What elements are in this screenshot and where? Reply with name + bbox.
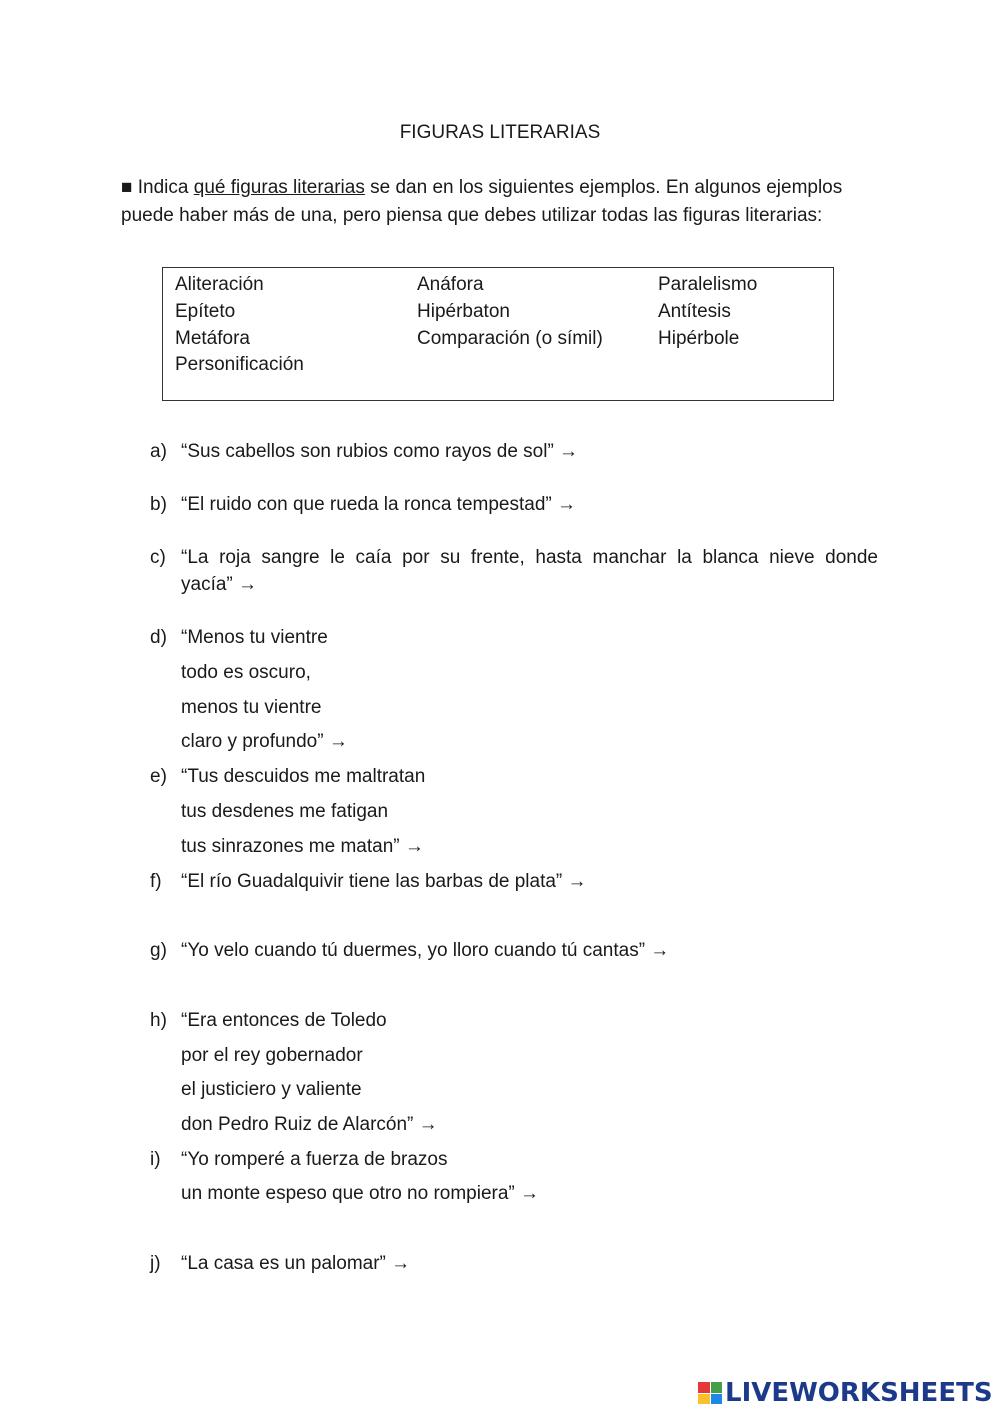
figure-epiteto: Epíteto [175, 301, 236, 322]
item-label: d) [150, 627, 167, 648]
instructions-underlined: qué figuras literarias [193, 177, 365, 198]
item-label: f) [150, 871, 162, 892]
item-text: “La roja sangre le caía por su frente, hasta manchar la blanca nieve donde [181, 547, 878, 568]
figure-anafora: Anáfora [417, 274, 484, 295]
item-text: yacía” → [181, 574, 258, 595]
bullet-icon: ■ [121, 177, 133, 198]
verse-line: “Tus descuidos me maltratan [181, 766, 426, 787]
logo-mark-icon [698, 1382, 722, 1404]
verse-line: “Era entonces de Toledo [181, 1010, 387, 1031]
verse-line: tus sinrazones me matan” → [181, 836, 424, 857]
verse-line: claro y profundo” → [181, 731, 348, 752]
item-label: h) [150, 1010, 167, 1031]
verse-line: el justiciero y valiente [181, 1079, 362, 1100]
item-text: “El ruido con que rueda la ronca tempestad” → [181, 494, 576, 515]
item-label: b) [150, 494, 167, 515]
item-text: “Sus cabellos son rubios como rayos de sol” → [181, 441, 579, 462]
logo-text: LIVEWORKSHEETS [725, 1378, 993, 1408]
figure-hiperbole: Hipérbole [658, 328, 740, 349]
item-text: “El río Guadalquivir tiene las barbas de plata” → [181, 871, 587, 892]
verse-line: un monte espeso que otro no rompiera” → [181, 1183, 540, 1204]
liveworksheets-logo [698, 1378, 993, 1408]
item-label: c) [150, 547, 166, 568]
figure-aliteracion: Aliteración [175, 274, 264, 295]
instructions-line2: puede haber más de una, pero piensa que debes utilizar todas las figuras literarias: [121, 205, 823, 226]
verse-line: “Yo romperé a fuerza de brazos [181, 1149, 448, 1170]
verse-line: don Pedro Ruiz de Alarcón” → [181, 1114, 438, 1135]
verse-line: por el rey gobernador [181, 1045, 363, 1066]
verse-line: menos tu vientre [181, 697, 322, 718]
instructions [121, 174, 881, 230]
item-label: i) [150, 1149, 161, 1170]
item-label: a) [150, 441, 167, 462]
instructions-part2: se dan en los siguientes ejemplos. En algunos ejemplos [370, 177, 843, 198]
figure-metafora: Metáfora [175, 328, 250, 349]
figure-hiperbaton: Hipérbaton [417, 301, 510, 322]
figure-comparacion: Comparación (o símil) [417, 328, 603, 349]
item-label: e) [150, 766, 167, 787]
figures-box [162, 267, 834, 401]
page-title: FIGURAS LITERARIAS [399, 122, 601, 143]
instructions-part1: Indica [137, 177, 189, 198]
item-label: g) [150, 940, 167, 961]
figure-personificacion: Personificación [175, 354, 304, 375]
item-text: “Yo velo cuando tú duermes, yo lloro cuando tú cantas” → [181, 940, 670, 961]
figure-paralelismo: Paralelismo [658, 274, 758, 295]
verse-line: “Menos tu vientre [181, 627, 328, 648]
item-text: “La casa es un palomar” → [181, 1253, 411, 1274]
verse-line: todo es oscuro, [181, 662, 311, 683]
item-label: j) [150, 1253, 161, 1274]
verse-line: tus desdenes me fatigan [181, 801, 389, 822]
figure-antitesis: Antítesis [658, 301, 731, 322]
